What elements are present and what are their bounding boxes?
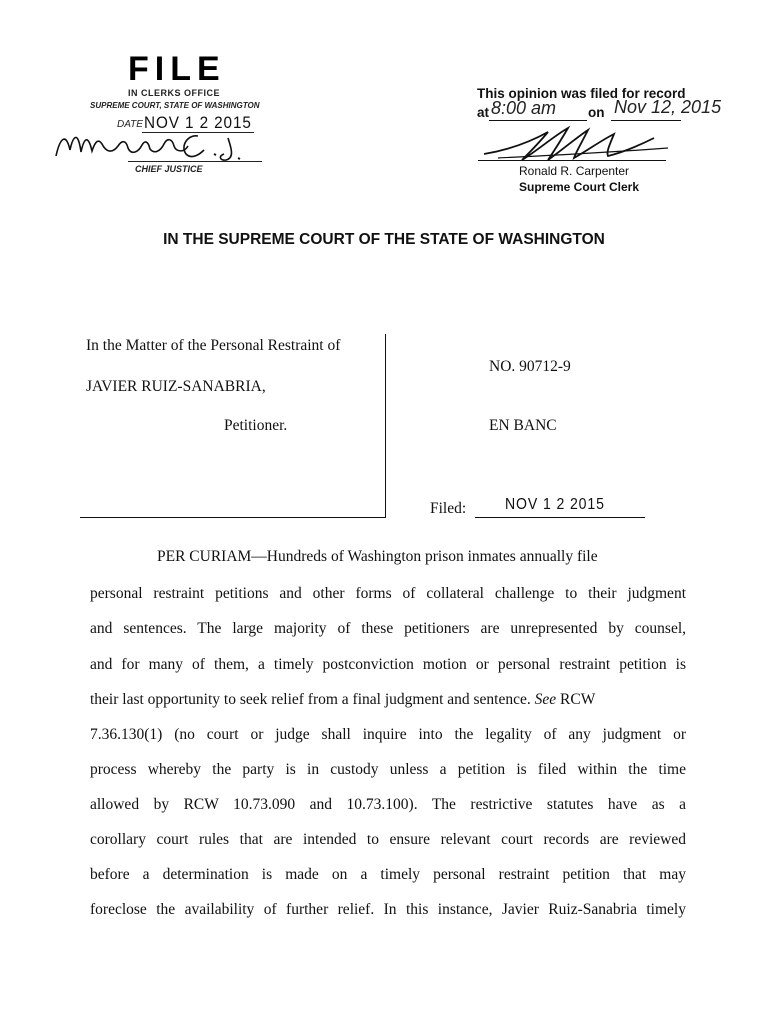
clerk-signature-line [478,160,666,161]
body-line: and for many of them, a timely postconviction motion or personal restraint petition is [90,656,686,673]
chief-justice-line [128,161,262,162]
file-stamp-title: FILE [128,50,226,88]
filed-on-label: on [588,105,605,120]
body-line: personal restraint petitions and other forms of collateral challenge to their judgment [90,585,686,602]
body-line: corollary court rules that are intended to ensure relevant court records are reviewed [90,831,686,848]
filed-at-label: at [477,105,490,120]
citation-signal: See [534,691,557,708]
petitioner-name: JAVIER RUIZ-SANABRIA, [86,378,266,395]
file-stamp-date: NOV 1 2 2015 [144,113,252,132]
file-stamp-office: IN CLERKS OFFICE [128,88,221,98]
caption-divider-vertical [385,334,386,518]
petitioner-role: Petitioner. [224,417,288,434]
file-stamp-date-label: DATE [117,119,143,130]
body-line: allowed by RCW 10.73.090 and 10.73.100). The restrictive statutes have as a [90,796,686,813]
caption-matter: In the Matter of the Personal Restraint of [86,337,341,354]
clerk-name: Ronald R. Carpenter [519,164,630,178]
citation-source: RCW [560,691,596,708]
body-line: PER CURIAM—Hundreds of Washington prison inmates annually file [157,548,598,565]
body-line: their last opportunity to seek relief from a final judgment and sentence. [90,691,531,708]
case-number: NO. 90712-9 [489,358,571,375]
filed-underline [475,517,645,518]
clerk-signature [478,124,678,164]
filed-time-underline [489,120,587,121]
body-line: process whereby the party is in custody unless a petition is filed within the time [90,761,686,778]
filed-time-handwritten: 8:00 am [491,98,557,118]
body-line: foreclose the availability of further relief. In this instance, Javier Ruiz-Sanabria timely [90,901,686,918]
chief-justice-signature [48,124,278,166]
filed-date-handwritten: Nov 12, 2015 [614,97,722,117]
clerk-title: Supreme Court Clerk [519,180,640,194]
file-stamp-court: SUPREME COURT, STATE OF WASHINGTON [90,101,260,110]
body-line: 7.36.130(1) (no court or judge shall inquire into the legality of any judgment or [90,726,686,743]
body-line: before a determination is made on a timely personal restraint petition that may [90,866,686,883]
filed-date-stamp: NOV 1 2 2015 [505,496,605,513]
body-line: and sentences. The large majority of these petitioners are unrepresented by counsel, [90,620,686,637]
en-banc-label: EN BANC [489,417,557,434]
chief-justice-label: CHIEF JUSTICE [135,164,203,174]
caption-divider-horizontal [80,517,386,518]
filed-date-underline [611,120,681,121]
court-heading: IN THE SUPREME COURT OF THE STATE OF WASHINGTON [163,231,605,248]
body-line-with-citation [90,691,595,709]
filed-for-record-text: This opinion was filed for record [477,86,686,101]
filed-label: Filed: [430,500,467,517]
